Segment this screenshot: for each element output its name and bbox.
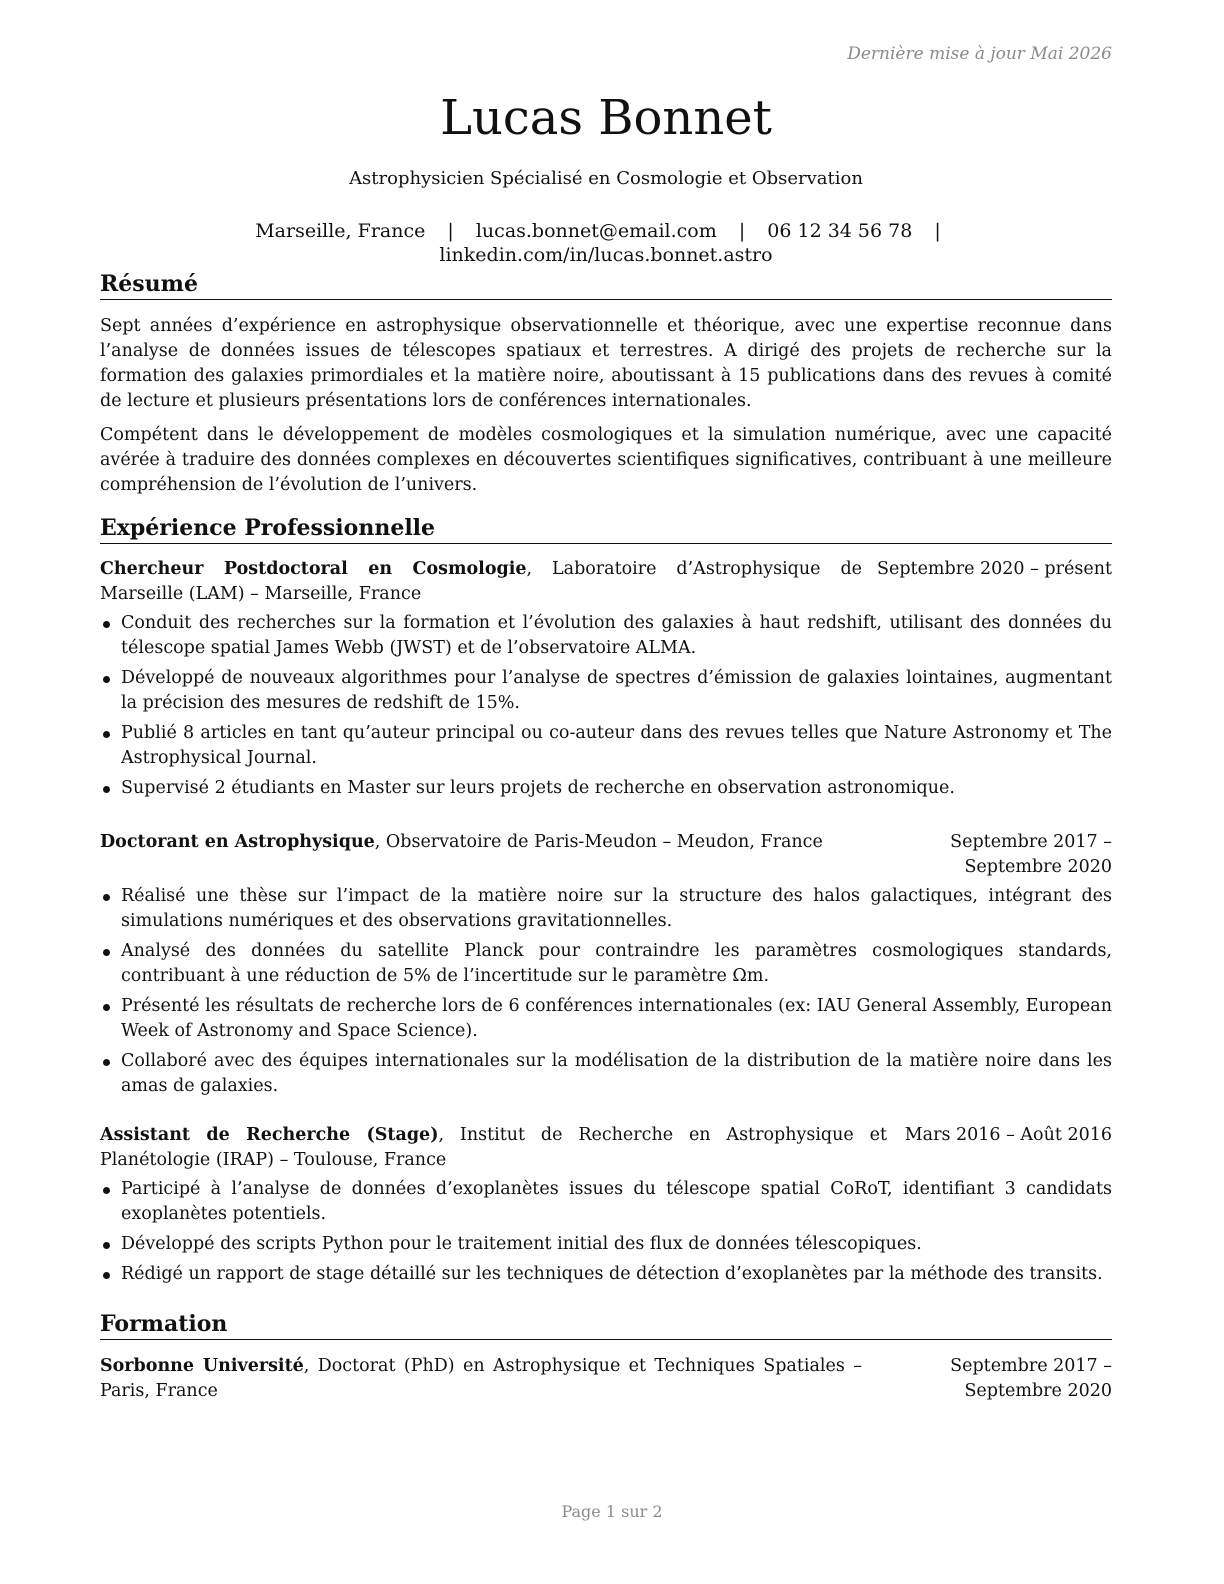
list-item: [100, 776, 1112, 801]
bullet-text: Rédigé un rapport de stage détaillé sur les techniques de détection d’exoplanètes par la méthode des transits.: [121, 1264, 1103, 1284]
job-dates: Septembre 2017 – Septembre 2020: [950, 832, 1112, 877]
candidate-subtitle: Astrophysicien Spécialisé en Cosmologie et Observation: [349, 168, 863, 189]
section-title-formation: Formation: [100, 1310, 1112, 1340]
job-organization: , Institut de Recherche en Astrophysique et Planétologie (IRAP) – Toulouse, France: [100, 1125, 888, 1170]
bullet-text: Conduit des recherches sur la formation et l’évolution des galaxies à haut redshift, utilisant des données du télescope spatial James Webb (JWST) et de l’observatoire ALMA.: [121, 613, 1112, 658]
list-item: [100, 994, 1112, 1044]
contact-location: Marseille, France: [255, 220, 426, 242]
entry-heading: [100, 1354, 872, 1404]
bullet-icon: [103, 1242, 110, 1249]
job-bullets: [100, 884, 1112, 1099]
list-item: [100, 1049, 1112, 1099]
list-item: [100, 939, 1112, 989]
bullet-text: Présenté les résultats de recherche lors de 6 conférences internationales (ex: IAU General Assembly, European Week of Astronomy and Space Science).: [121, 996, 1112, 1041]
bullet-icon: [103, 731, 110, 738]
section-title-experience: Expérience Professionnelle: [100, 514, 1112, 544]
job-dates: Mars 2016 – Août 2016: [904, 1125, 1112, 1145]
bullet-text: Publié 8 articles en tant qu’auteur principal ou co-auteur dans des revues telles que Nature Astronomy et The Astrophysical Journal.: [121, 723, 1112, 768]
section-title-resume: Résumé: [100, 270, 1112, 300]
job-title: Doctorant en Astrophysique: [100, 832, 375, 852]
job-organization: , Laboratoire d’Astrophysique de Marseille (LAM) – Marseille, France: [100, 559, 862, 604]
contact-separator: |: [738, 220, 746, 242]
bullet-text: Collaboré avec des équipes internationales sur la modélisation de la distribution de la matière noire dans les amas de galaxies.: [121, 1051, 1112, 1096]
page-number: Page 1 sur 2: [561, 1502, 663, 1521]
bullet-icon: [103, 894, 110, 901]
job-dates: Septembre 2020 – présent: [877, 559, 1112, 579]
bullet-icon: [103, 1272, 110, 1279]
bullet-text: Développé de nouveaux algorithmes pour l’analyse de spectres d’émission de galaxies lointaines, augmentant la précision des mesures de redshift de 15%.: [121, 668, 1112, 713]
bullet-icon: [103, 621, 110, 628]
formation-entry: [100, 1354, 1112, 1404]
contact-line: [100, 219, 1112, 267]
bullet-icon: [103, 1059, 110, 1066]
bullet-icon: [103, 676, 110, 683]
list-item: [100, 666, 1112, 716]
formation-dates: Septembre 2017 – Septembre 2020: [950, 1356, 1112, 1401]
list-item: [100, 1232, 1112, 1257]
list-item: [100, 1262, 1112, 1287]
resume-paragraph-1: Sept années d’expérience en astrophysique observationnelle et théorique, avec une expertise reconnue dans l’analyse de données issues de télescopes spatiaux et terrestres. A dirigé des projets de recherche sur la formation des galaxies primordiales et la matière noire, aboutissant à 15 publications dans des revues à comité de lecture et plusieurs présentations lors de conférences internationales.: [100, 316, 1112, 411]
job-title: Chercheur Postdoctoral en Cosmologie: [100, 559, 527, 579]
experience-entry: [100, 1123, 1112, 1292]
job-bullets: [100, 1177, 1112, 1287]
job-organization: , Observatoire de Paris-Meudon – Meudon, France: [374, 832, 823, 852]
experience-entry: [100, 557, 1112, 806]
list-item: [100, 1177, 1112, 1227]
bullet-icon: [103, 949, 110, 956]
experience-entry: [100, 830, 1112, 1104]
candidate-name: Lucas Bonnet: [440, 90, 772, 146]
bullet-text: Réalisé une thèse sur l’impact de la matière noire sur la structure des halos galactiques, intégrant des simulations numériques et des observations gravitationnelles.: [121, 886, 1112, 931]
bullet-text: Développé des scripts Python pour le traitement initial des flux de données télescopiques.: [121, 1234, 922, 1254]
bullet-icon: [103, 1187, 110, 1194]
bullet-icon: [103, 1004, 110, 1011]
list-item: [100, 611, 1112, 661]
entry-heading: [100, 1123, 897, 1173]
bullet-text: Analysé des données du satellite Planck pour contraindre les paramètres cosmologiques standards, contribuant à une réduction de 5% de l’incertitude sur le paramètre Ωm.: [121, 941, 1112, 986]
contact-linkedin[interactable]: linkedin.com/in/lucas.bonnet.astro: [439, 244, 773, 266]
job-bullets: [100, 611, 1112, 801]
entry-header: [100, 1354, 1112, 1404]
bullet-text: Participé à l’analyse de données d’exoplanètes issues du télescope spatial CoRoT, identifiant 3 candidats exoplanètes potentiels.: [121, 1179, 1112, 1224]
bullet-text: Supervisé 2 étudiants en Master sur leurs projets de recherche en observation astronomique.: [121, 778, 955, 798]
job-title: Assistant de Recherche (Stage): [100, 1125, 439, 1145]
entry-header: [100, 557, 1112, 607]
degree-details: , Doctorat (PhD) en Astrophysique et Techniques Spatiales – Paris, France: [100, 1356, 862, 1401]
contact-phone: 06 12 34 56 78: [767, 220, 913, 242]
school-name: Sorbonne Université: [100, 1356, 304, 1376]
entry-header: [100, 830, 1112, 880]
bullet-icon: [103, 786, 110, 793]
last-updated: Dernière mise à jour Mai 2026: [847, 44, 1112, 64]
entry-header: [100, 1123, 1112, 1173]
list-item: [100, 884, 1112, 934]
contact-separator: |: [934, 220, 941, 242]
entry-heading: [100, 830, 872, 855]
entry-heading: [100, 557, 872, 607]
list-item: [100, 721, 1112, 771]
contact-email[interactable]: lucas.bonnet@email.com: [475, 220, 717, 242]
resume-paragraph-2: Compétent dans le développement de modèles cosmologiques et la simulation numérique, avec une capacité avérée à traduire des données complexes en découvertes scientifiques significatives, contribuant à une meilleure compréhension de l’évolution de l’univers.: [100, 425, 1112, 495]
contact-separator: |: [447, 220, 454, 242]
